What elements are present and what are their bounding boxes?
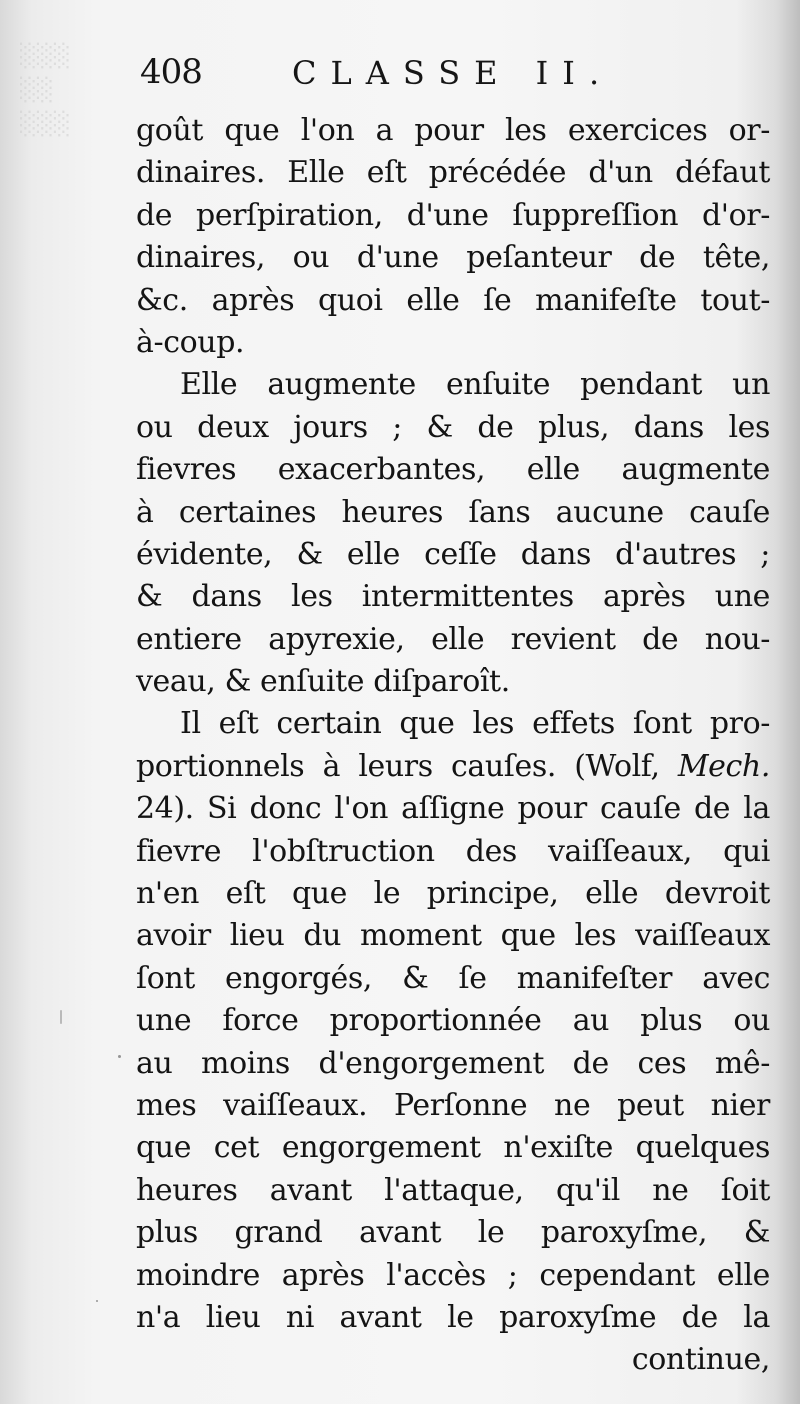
text-line: que cet engorgement n'exiſte quelques [136,1130,770,1166]
text-segment: portionnels à leurs cauſes. (Wolf, [136,748,660,784]
text-line: avoir lieu du moment que les vaiſſeaux [136,918,770,954]
text-line: goût que l'on a pour les exercices or- [136,113,770,148]
catchword: continue, [631,1342,770,1378]
bleed-decoration: ░░░ [20,44,71,69]
text-line: heures avant l'attaque, qu'il ne ſoit [136,1172,770,1208]
text-line: entiere apyrexie, elle revient de nou- [136,621,770,657]
text-line: 24). Si donc l'on aſſigne pour cauſe de la [136,791,770,827]
show-through-bleed [20,40,140,300]
text-line: Elle augmente enſuite pendant un [180,367,770,403]
body-text [136,110,770,1382]
text-line: à-coup. [136,324,245,360]
bleed-decoration: ░░ [20,78,54,103]
text-line: à certaines heures ſans aucune cauſe [136,494,770,530]
text-line: Il eſt certain que les effets ſont pro- [180,706,770,742]
text-line: une force proportionnée au plus ou [136,1003,770,1039]
text-line: moindre après l'accès ; cependant elle [136,1257,770,1293]
text-line: & dans les intermittentes après une [136,579,770,615]
bleed-decoration: ░░░ [20,112,71,137]
text-line: fievres exacerbantes, elle augmente [136,452,770,488]
ink-speck [96,1300,98,1302]
text-line: de perſpiration, d'une ſuppreſſion d'or- [136,197,770,233]
text-line: veau, & enſuite diſparoît. [136,664,510,700]
text-line: n'en eſt que le principe, elle devroit [136,876,770,912]
text-line: ou deux jours ; & de plus, dans les [136,409,770,445]
text-line: évidente, & elle ceſſe dans d'autres ; [136,536,770,572]
text-line: plus grand avant le paroxyſme, & [136,1215,770,1251]
text-line [136,746,770,788]
page-header [140,52,740,102]
page-number: 408 [140,52,202,92]
text-line: dinaires, ou d'une peſanteur de tête, [136,240,770,276]
text-line: ſont engorgés, & ſe manifeſter avec [136,960,770,996]
ink-mark [60,1010,62,1024]
italic-reference: Mech. [677,748,770,784]
running-head: CLASSE II. [292,54,614,92]
text-line: au moins d'engorgement de ces mê- [136,1045,770,1081]
text-line: fievre l'obſtruction des vaiſſeaux, qui [136,833,770,869]
text-line: mes vaiſſeaux. Perſonne ne peut nier [136,1087,770,1123]
text-line: dinaires. Elle eſt précédée d'un défaut [136,155,770,191]
text-line: n'a lieu ni avant le paroxyſme de la [136,1299,770,1335]
text-line: &c. après quoi elle ſe manifeſte tout- [136,282,770,318]
ink-speck [118,1055,121,1058]
